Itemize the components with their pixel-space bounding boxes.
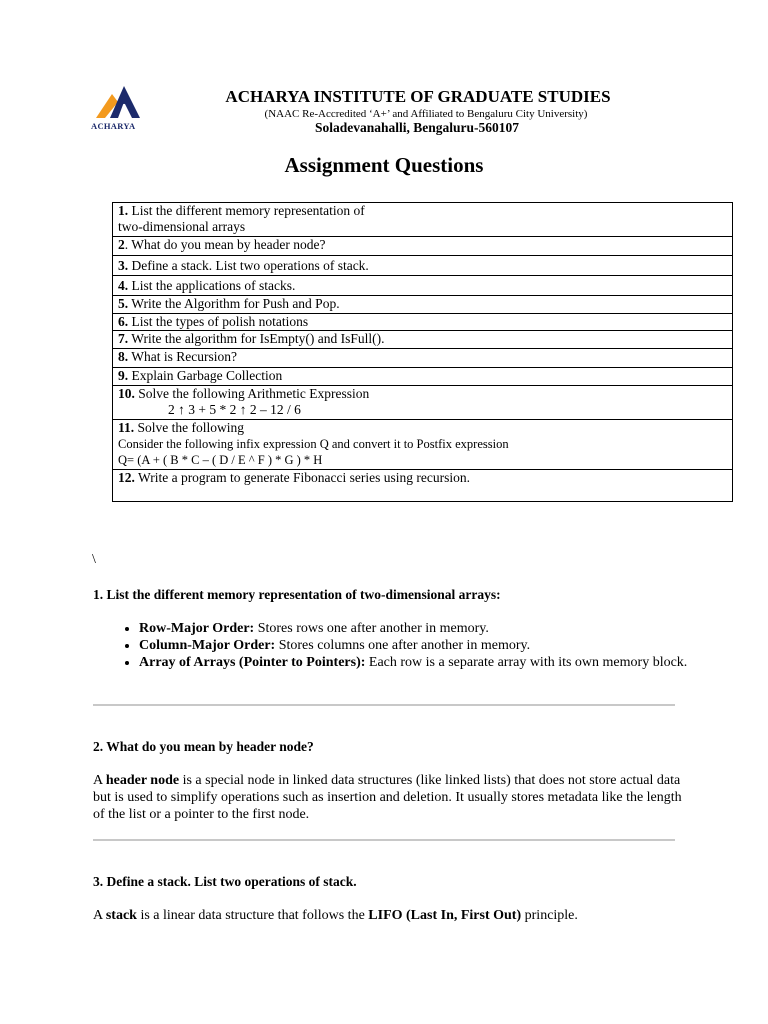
list-term: Row-Major Order: [139,621,255,636]
answer-heading: 2. What do you mean by header node? [93,739,314,754]
question-row [113,237,733,256]
question-text: Define a stack. List two operations of stack. [128,258,369,273]
question-number: 9. [118,368,129,383]
question-row [113,470,733,502]
answer-3 [93,874,693,890]
list-desc: Stores rows one after another in memory. [254,621,489,636]
question-row [113,314,733,331]
list-desc: Each row is a separate array with its own memory block. [365,655,688,670]
question-row [113,276,733,296]
question-row [113,256,733,276]
stray-character: \ [92,552,96,567]
list-desc: Stores columns one after another in memory. [275,638,531,653]
question-text: List the applications of stacks. [128,278,296,293]
answer-paragraph [93,907,693,924]
answer-heading: 3. Define a stack. List two operations of stack. [93,874,357,889]
question-text: Write the Algorithm for Push and Pop. [128,296,340,311]
question-row [113,296,733,314]
list-term: Column-Major Order: [139,638,276,653]
list-term: Array of Arrays (Pointer to Pointers): [139,655,366,670]
question-text-cont: Consider the following infix expression Q and convert it to Postfix expression [118,437,509,451]
question-number: 4. [118,278,129,293]
question-row [113,368,733,386]
question-number: 2 [118,237,125,252]
institute-address: Soladevanahalli, Bengaluru-560107 [314,120,520,135]
answer-1 [93,587,693,603]
divider [93,704,675,706]
question-text: What do you mean by header node? [128,237,326,252]
question-number: 7. [118,331,129,346]
question-row [113,386,733,420]
divider [93,839,675,841]
question-text: Explain Garbage Collection [128,368,283,383]
question-number: 6. [118,314,129,329]
answer-2-body [93,772,688,823]
logo-text: ACHARYA [91,121,136,131]
question-number: 12. [118,470,135,485]
key-term: stack [105,908,137,923]
question-number: 10. [118,386,135,401]
question-text: List the types of polish notations [128,314,309,329]
question-text: List the different memory representation of [131,203,365,218]
question-text: What is Recursion? [128,349,237,364]
question-number: 11. [118,420,135,435]
answer-2 [93,739,693,755]
accreditation-line: (NAAC Re-Accredited ‘A+’ and Affiliated to Bengaluru City University) [264,108,588,120]
question-text: Write the algorithm for IsEmpty() and IsFull(). [128,331,385,346]
question-text: Solve the following [134,420,245,435]
question-sep: . [124,237,129,252]
answer-1-list [93,620,703,671]
question-number: 5. [118,296,129,311]
question-number: 8. [118,349,129,364]
institute-name: ACHARYA INSTITUTE OF GRADUATE STUDIES [225,87,611,106]
answer-3-body [93,907,693,924]
answer-paragraph [93,772,688,823]
infix-expression: Q= (A + ( B * C – ( D / E ^ F ) * G ) * H [118,453,323,467]
key-term: header node [105,773,180,788]
text-run: is a linear data structure that follows the [136,908,369,923]
list-item [139,637,703,654]
text-run: A [93,773,106,788]
question-number: 3. [118,258,129,273]
text-run: is a special node in linked data structures (like linked lists) that does not store actual data but is used to simplify operations such as insertion and deletion. It usually stores metadata like the length of the list or a pointer to the first node. [93,773,682,822]
question-text-cont: two-dimensional arrays [118,219,246,234]
key-term: LIFO (Last In, First Out) [368,908,522,923]
question-number: 1. [118,203,129,218]
text-run: A [93,908,106,923]
list-item [139,654,703,671]
question-row [113,349,733,368]
question-row [113,420,733,470]
answer-heading: 1. List the different memory representation of two-dimensional arrays: [93,587,501,602]
question-text: Write a program to generate Fibonacci series using recursion. [134,470,470,485]
page-title: Assignment Questions [284,153,484,177]
text-run: principle. [521,908,578,923]
question-row [113,203,733,237]
list-item [139,620,703,637]
questions-table [112,202,733,502]
arithmetic-expression: 2 ↑ 3 + 5 * 2 ↑ 2 – 12 / 6 [168,402,301,417]
question-row [113,331,733,349]
question-text: Solve the following Arithmetic Expression [134,386,370,401]
bullet-list [93,620,703,671]
